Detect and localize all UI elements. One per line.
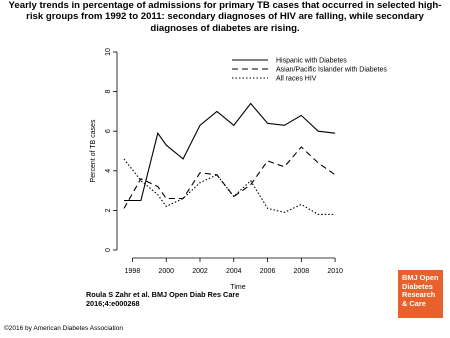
x-tick-label: 2008 — [293, 268, 310, 275]
y-tick-label: 0 — [105, 248, 112, 252]
x-tick-label: 2002 — [192, 268, 208, 275]
logo-line: & Care — [402, 298, 426, 308]
logo-line: Diabetes — [402, 281, 433, 291]
title-line: diagnoses of diabetes are rising. — [150, 22, 300, 34]
x-tick-label: 2004 — [225, 268, 242, 275]
logo-line: BMJ Open — [402, 273, 439, 282]
legend-label: Asian/Pacific Islander with Diabetes — [276, 66, 387, 74]
chart-series-group — [124, 104, 335, 215]
x-tick-label: 2006 — [259, 268, 276, 275]
x-axis-label: Time — [230, 284, 246, 291]
citation — [86, 290, 239, 308]
legend-label: All races HIV — [276, 75, 317, 83]
journal-logo — [398, 270, 443, 318]
y-tick-label: 8 — [105, 89, 112, 94]
citation-line: 2016;4:e000268 — [86, 299, 140, 308]
title-line: Yearly trends in percentage of admissions for primary TB cases that occurred in selected high- — [8, 0, 442, 11]
x-tick-label: 1998 — [124, 268, 141, 275]
title-line: risk groups from 1992 to 2011: secondary diagnoses of HIV are falling, while secondary — [26, 11, 424, 23]
legend-label: Hispanic with Diabetes — [276, 57, 347, 65]
y-tick-label: 6 — [105, 129, 112, 134]
y-tick-label: 4 — [105, 168, 112, 173]
chart-legend — [232, 58, 387, 83]
y-tick-label: 10 — [105, 48, 112, 56]
x-tick-label: 2000 — [158, 268, 175, 275]
chart-axes — [90, 48, 343, 291]
x-tick-label: 2010 — [327, 268, 343, 275]
logo-line: Research — [402, 290, 436, 300]
series-line — [124, 159, 335, 215]
series-line — [124, 147, 335, 208]
y-axis-label: Percent of TB cases — [90, 119, 97, 183]
y-tick-label: 2 — [105, 208, 112, 213]
copyright-notice: ©2016 by American Diabetes Association — [4, 325, 123, 332]
citation-line: Roula S Zahr et al. BMJ Open Diab Res Care — [86, 290, 240, 299]
